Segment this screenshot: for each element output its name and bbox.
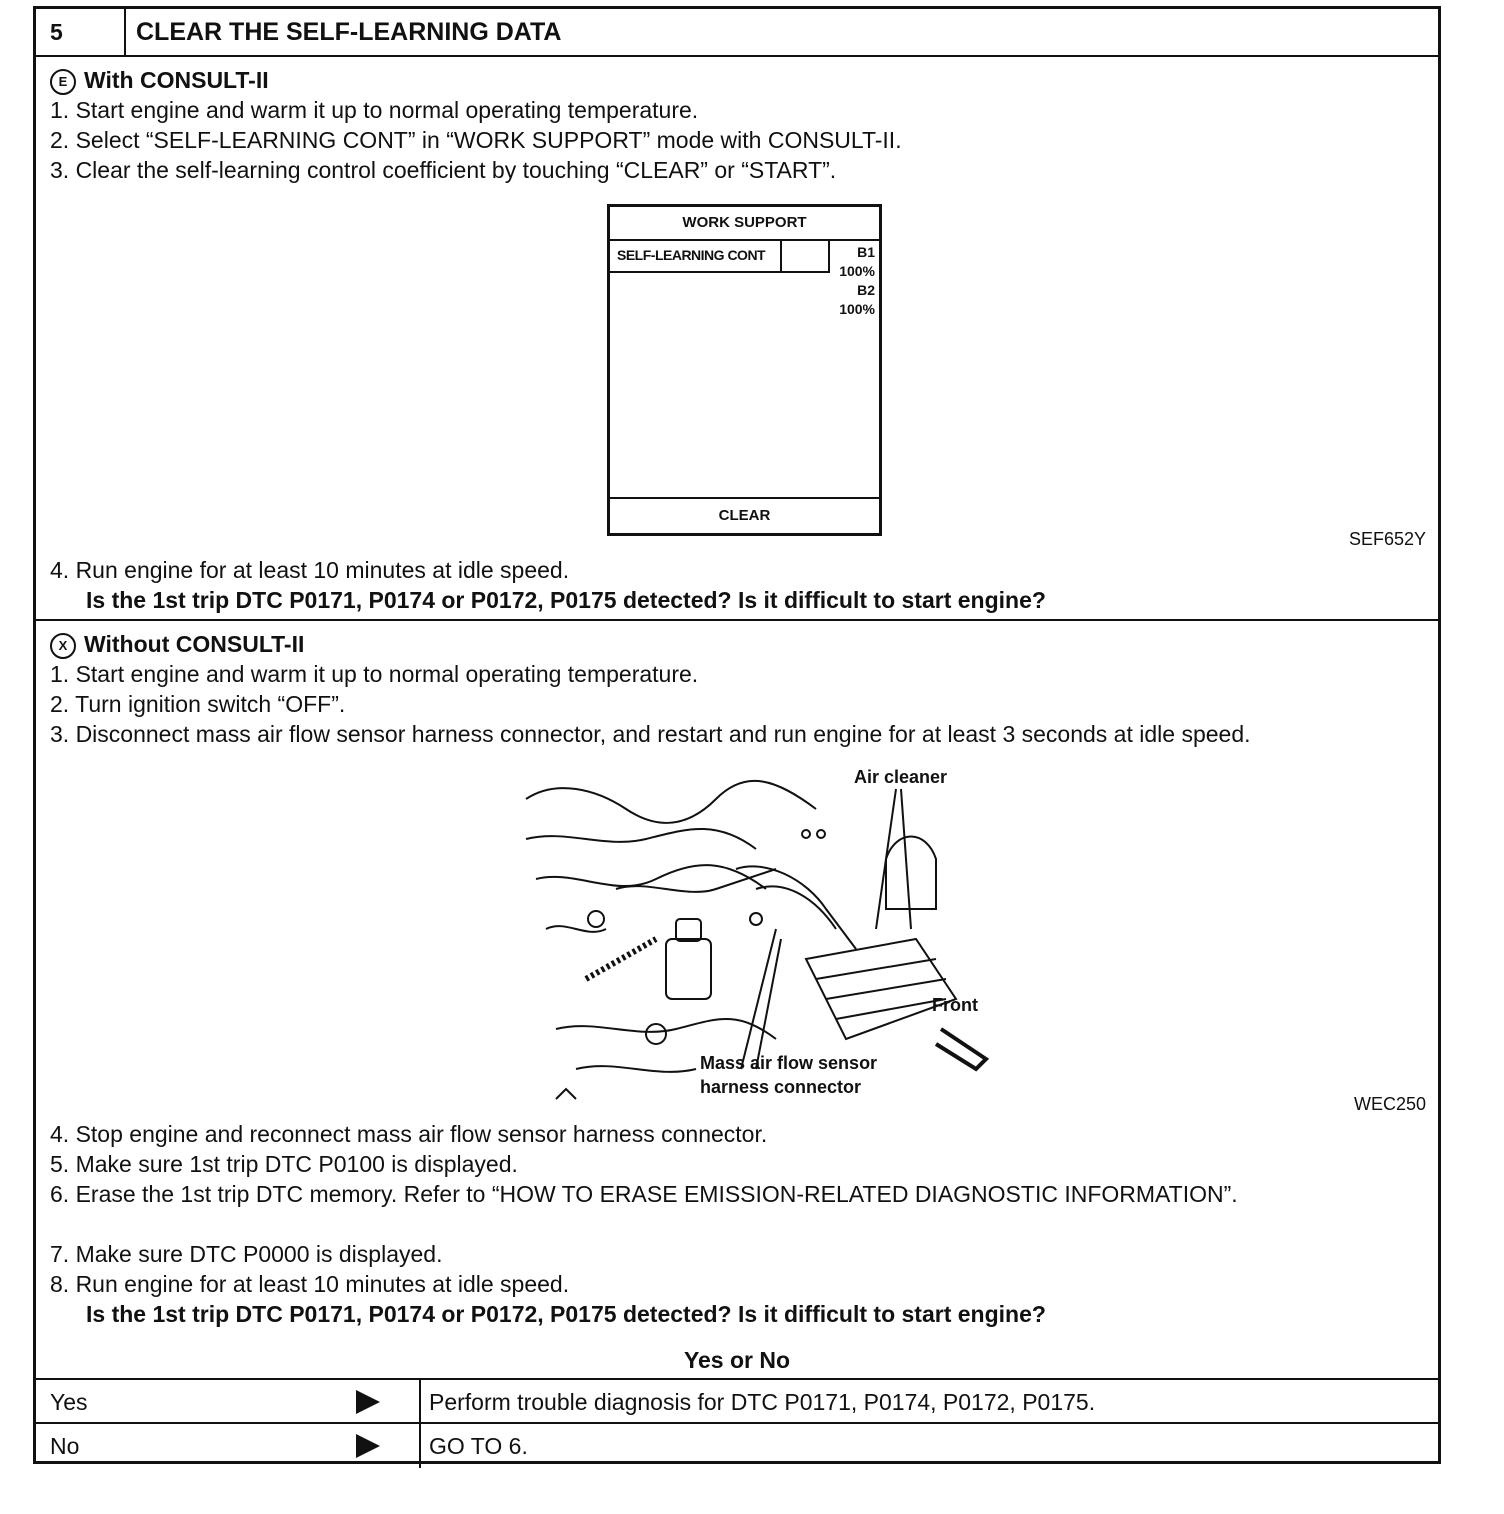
arrow-right-icon — [356, 1390, 380, 1414]
arrow-right-icon — [356, 1434, 380, 1458]
without-step-5: 5. Make sure 1st trip DTC P0100 is displayed. — [50, 1151, 518, 1177]
without-step-7: 7. Make sure DTC P0000 is displayed. — [50, 1241, 443, 1267]
consult-icon: E — [50, 69, 76, 95]
figure-code-sef: SEF652Y — [1348, 529, 1426, 549]
label-maf-sensor: Mass air flow sensor — [700, 1053, 878, 1073]
label-maf-connector: harness connector — [700, 1077, 862, 1097]
label-front: Front — [932, 995, 978, 1015]
step-title: CLEAR THE SELF-LEARNING DATA — [136, 18, 562, 46]
without-step-6: 6. Erase the 1st trip DTC memory. Refer to “HOW TO ERASE EMISSION-RELATED DIAGNOSTIC INFORMATION”. — [50, 1181, 1238, 1207]
without-consult-heading — [50, 631, 304, 659]
answer-action-yes: Perform trouble diagnosis for DTC P0171, P0174, P0172, P0175. — [419, 1380, 1095, 1424]
answer-row-yes — [36, 1378, 1438, 1424]
clear-button: CLEAR — [610, 497, 879, 533]
without-step-4: 4. Stop engine and reconnect mass air flow sensor harness connector. — [50, 1121, 768, 1147]
with-consult-heading — [50, 67, 269, 95]
b2-label: B2 — [857, 282, 875, 298]
with-step-3: 3. Clear the self-learning control coefficient by touching “CLEAR” or “START”. — [50, 157, 837, 183]
no-consult-icon: X — [50, 633, 76, 659]
b1-value: 100% — [839, 263, 875, 279]
with-question: Is the 1st trip DTC P0171, P0174 or P0172, P0175 detected? Is it difficult to start engine? — [86, 587, 1046, 613]
answer-action-no: GO TO 6. — [419, 1424, 528, 1468]
yes-or-no-label: Yes or No — [683, 1347, 791, 1373]
without-consult-label: Without CONSULT-II — [84, 631, 305, 657]
without-step-3: 3. Disconnect mass air flow sensor harness connector, and restart and run engine for at least 3 seconds at idle speed. — [50, 721, 1251, 747]
b2-value: 100% — [839, 301, 875, 317]
without-question: Is the 1st trip DTC P0171, P0174 or P0172, P0175 detected? Is it difficult to start engine? — [86, 1301, 1046, 1327]
answer-key-no: No — [50, 1433, 80, 1459]
with-step-2: 2. Select “SELF-LEARNING CONT” in “WORK SUPPORT” mode with CONSULT-II. — [50, 127, 902, 153]
answer-key-yes: Yes — [50, 1389, 88, 1415]
work-support-title: WORK SUPPORT — [610, 207, 879, 241]
step-header — [36, 9, 1438, 57]
b1-label: B1 — [857, 244, 875, 260]
with-step-1: 1. Start engine and warm it up to normal operating temperature. — [50, 97, 699, 123]
work-support-screen — [607, 204, 882, 536]
without-step-2: 2. Turn ignition switch “OFF”. — [50, 691, 346, 717]
label-air-cleaner: Air cleaner — [854, 767, 948, 787]
answer-row-no — [36, 1422, 1438, 1468]
section-divider — [36, 619, 1438, 621]
step-number: 5 — [36, 9, 126, 55]
procedure-table — [33, 6, 1441, 1464]
with-step-4: 4. Run engine for at least 10 minutes at idle speed. — [50, 557, 570, 583]
self-learning-row — [610, 239, 830, 273]
with-consult-label: With CONSULT-II — [84, 67, 269, 93]
without-step-8: 8. Run engine for at least 10 minutes at idle speed. — [50, 1271, 570, 1297]
without-step-1: 1. Start engine and warm it up to normal operating temperature. — [50, 661, 699, 687]
figure-code-wec: WEC250 — [1353, 1094, 1426, 1114]
self-learning-label: SELF-LEARNING CONT — [617, 247, 766, 263]
self-learning-value-box — [780, 239, 830, 271]
